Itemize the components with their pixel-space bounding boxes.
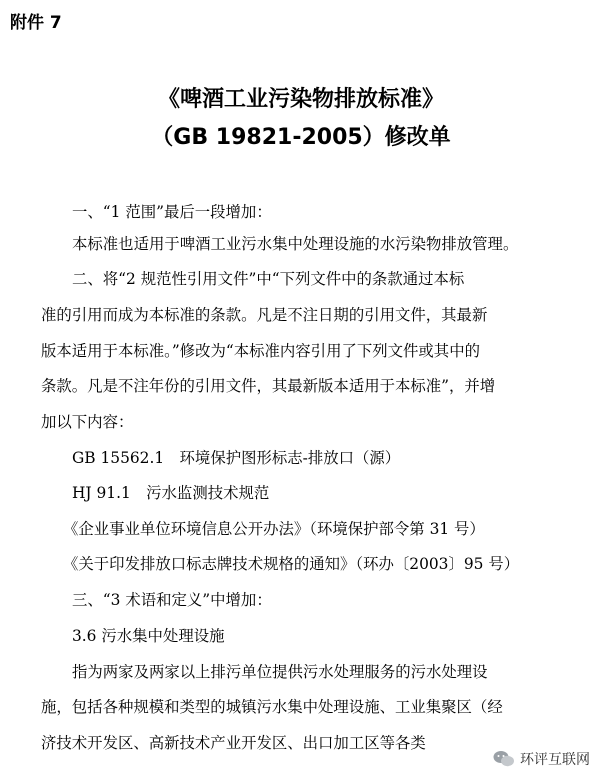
reference-item: GB 15562.1 环境保护图形标志-排放口（源） <box>72 449 401 467</box>
reference-item: 《关于印发排放口标志牌技术规格的通知》（环办〔2003〕95 号） <box>63 555 520 573</box>
document-subtitle: （GB 19821-2005）修改单 <box>151 125 451 150</box>
watermark-text: 环评互联网 <box>520 752 590 768</box>
term-heading: 3.6 污水集中处理设施 <box>72 627 225 645</box>
wechat-icon <box>493 750 515 768</box>
section-2-heading: 二、将“2 规范性引用文件”中“下列文件中的条款通过本标 <box>72 270 465 288</box>
paragraph-line: 版本适用于本标准。”修改为“本标准内容引用了下列文件或其中的 <box>41 342 480 360</box>
paragraph-line: 施，包括各种规模和类型的城镇污水集中处理设施、工业集聚区（经 <box>41 698 503 716</box>
reference-item: HJ 91.1 污水监测技术规范 <box>72 484 270 502</box>
section-3-heading: 三、“3 术语和定义”中增加： <box>72 591 272 609</box>
paragraph-line: 加以下内容： <box>41 413 134 431</box>
watermark <box>489 746 598 772</box>
annex-label: 附件 7 <box>10 13 62 33</box>
paragraph-line: 本标准也适用于啤酒工业污水集中处理设施的水污染物排放管理。 <box>72 235 519 253</box>
document-title: 《啤酒工业污染物排放标准》 <box>157 87 444 112</box>
section-1-heading: 一、“1 范围”最后一段增加： <box>72 203 272 221</box>
paragraph-line: 准的引用而成为本标准的条款。凡是不注日期的引用文件，其最新 <box>41 306 488 324</box>
paragraph-line: 指为两家及两家以上排污单位提供污水处理服务的污水处理设 <box>72 663 488 681</box>
paragraph-line: 济技术开发区、高新技术产业开发区、出口加工区等各类 <box>41 734 426 752</box>
reference-item: 《企业事业单位环境信息公开办法》（环境保护部令第 31 号） <box>63 520 485 538</box>
paragraph-line: 条款。凡是不注年份的引用文件，其最新版本适用于本标准”，并增 <box>41 377 496 395</box>
